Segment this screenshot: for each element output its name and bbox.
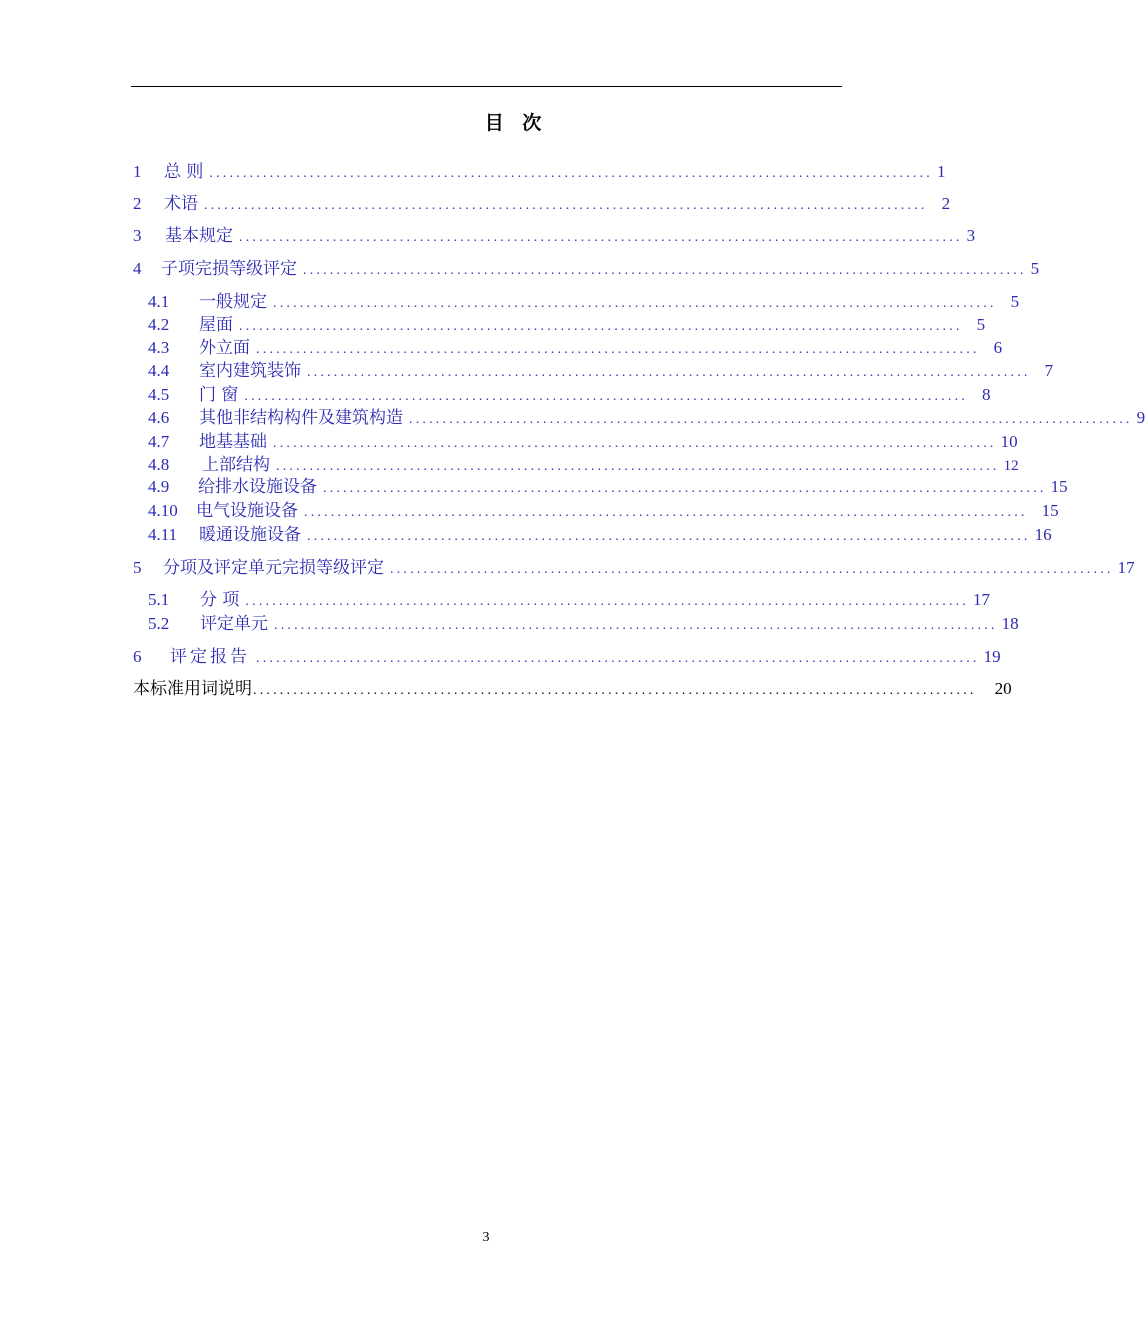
- toc-entry-page: 9: [1136, 408, 1145, 427]
- toc-leader-dots: ............................................................................................................: [239, 230, 963, 245]
- toc-entry-page: 18: [1001, 614, 1019, 633]
- toc-entry-label: 给排水设施设备: [198, 477, 317, 497]
- toc-entry-2[interactable]: [133, 189, 951, 214]
- toc-entry-label: 分 项: [200, 590, 240, 610]
- toc-entry-4-6[interactable]: [148, 403, 1145, 428]
- toc-entry-label: 总 则: [164, 162, 204, 182]
- toc-entry-page: 15: [1050, 477, 1068, 496]
- toc-entry-number: 4.1: [148, 292, 170, 311]
- toc-entry-number: 4.6: [148, 408, 170, 427]
- toc-entry-number: 4.9: [148, 477, 170, 496]
- toc-entry-label: 屋面: [199, 315, 233, 335]
- toc-entry-number: 5.1: [148, 590, 170, 609]
- toc-entry-3[interactable]: [133, 221, 976, 246]
- toc-entry-label: 本标准用词说明: [133, 679, 252, 699]
- toc-leader-dots: ............................................................................................................: [273, 436, 997, 451]
- toc-entry-label: 地基基础: [199, 432, 267, 452]
- toc-entry-page: 17: [973, 590, 991, 609]
- toc-entry-6[interactable]: [133, 642, 1001, 667]
- toc-entry-4-2[interactable]: [148, 310, 986, 335]
- toc-entry-page: 8: [982, 385, 991, 404]
- toc-entry-number: 4.4: [148, 361, 170, 380]
- toc-entry-page: 20: [994, 679, 1012, 698]
- toc-entry-4-11[interactable]: [148, 520, 1052, 545]
- toc-entry-number: 3: [133, 226, 142, 245]
- toc-leader-dots: ............................................................................................................: [273, 296, 997, 311]
- toc-entry-page: 6: [993, 338, 1003, 357]
- toc-entry-page: 3: [966, 226, 976, 245]
- toc-entry-page: 2: [941, 194, 951, 213]
- toc-leader-dots: ............................................................................................................: [274, 618, 998, 633]
- toc-leader-dots: ............................................................................................................: [307, 529, 1031, 544]
- toc-entry-number: 4.7: [148, 432, 170, 451]
- toc-entry-number: 5.2: [148, 614, 170, 633]
- toc-entry-4-10[interactable]: [148, 496, 1059, 521]
- toc-leader-dots: ............................................................................................................: [256, 651, 980, 666]
- toc-entry-page: 15: [1041, 501, 1059, 520]
- toc-entry-5-2[interactable]: [148, 609, 1019, 634]
- toc-leader-dots: ............................................................................................................: [244, 389, 969, 404]
- toc-title: 目 次: [484, 112, 548, 134]
- toc-entry-page: 5: [976, 315, 986, 334]
- page-number: 3: [482, 1230, 490, 1245]
- toc-entry-4-5[interactable]: [148, 380, 991, 405]
- toc-entry-page: 16: [1034, 525, 1052, 544]
- toc-entry-label: 室内建筑装饰: [199, 361, 301, 381]
- toc-entry-label: 分项及评定单元完损等级评定: [163, 558, 384, 578]
- toc-entry-label: 术语: [164, 194, 198, 214]
- toc-entry-4[interactable]: [133, 254, 1040, 279]
- toc-entry-number: 4.11: [148, 525, 178, 544]
- toc-entry-number: 1: [133, 162, 142, 181]
- toc-entry-page: 5: [1030, 259, 1040, 278]
- toc-leader-dots: ............................................................................................................: [303, 263, 1027, 278]
- toc-entry-page: 5: [1010, 292, 1020, 311]
- toc-entry-label: 一般规定: [199, 292, 267, 312]
- toc-entry-4-7[interactable]: [148, 427, 1018, 452]
- toc-entry-4-3[interactable]: [148, 333, 1003, 358]
- toc-entry-page: 12: [1003, 458, 1019, 474]
- toc-entry-number: 2: [133, 194, 142, 213]
- toc-entry-4-9[interactable]: [148, 472, 1068, 497]
- toc-entry-label: 暖通设施设备: [199, 525, 301, 545]
- toc-leader-dots: ............................................................................................................: [276, 459, 1000, 474]
- header-rule: [131, 86, 842, 87]
- toc-entry-label: 外立面: [199, 338, 250, 358]
- toc-entry-page: 19: [983, 647, 1001, 666]
- toc-leader-dots: ............................................................................................................: [204, 198, 928, 213]
- toc-leader-dots: ............................................................................................................: [245, 594, 970, 609]
- toc-entry-number: 6: [133, 647, 142, 666]
- toc-leader-dots: ............................................................................................................: [390, 562, 1114, 577]
- toc-entry-label: 子项完损等级评定: [161, 259, 297, 279]
- toc-entry-4-1[interactable]: [148, 287, 1020, 312]
- toc-entry-page: 10: [1000, 432, 1018, 451]
- toc-entry-label: 评定单元: [200, 614, 268, 634]
- toc-entry-label: 门 窗: [199, 385, 239, 405]
- toc-entry-4-4[interactable]: [148, 356, 1054, 381]
- toc-entry-label: 其他非结构构件及建筑构造: [199, 408, 403, 428]
- toc-entry-number: 4.5: [148, 385, 170, 404]
- toc-entry-page: 1: [937, 162, 946, 181]
- toc-entry-number: 4.3: [148, 338, 170, 357]
- toc-leader-dots: ............................................................................................................: [307, 365, 1031, 380]
- toc-entry-label: 评定报告: [170, 647, 250, 667]
- toc-entry-label: 电气设施设备: [196, 501, 298, 521]
- toc-entry-appendix[interactable]: [133, 674, 1012, 699]
- toc-leader-dots: ............................................................................................................: [409, 412, 1133, 427]
- toc-entry-5-1[interactable]: [148, 585, 991, 610]
- toc-entry-number: 4.8: [148, 455, 170, 474]
- toc-leader-dots: ............................................................................................................: [209, 166, 934, 181]
- toc-leader-dots: ............................................................................................................: [304, 505, 1028, 520]
- toc-entry-5[interactable]: [133, 553, 1135, 578]
- toc-leader-dots: ............................................................................................................: [253, 683, 977, 698]
- toc-entry-number: 5: [133, 558, 142, 577]
- toc-entry-page: 7: [1044, 361, 1054, 380]
- toc-entry-label: 基本规定: [165, 226, 233, 246]
- toc-entry-number: 4.10: [148, 501, 178, 520]
- toc-entry-number: 4: [133, 259, 142, 278]
- toc-leader-dots: ............................................................................................................: [323, 481, 1047, 496]
- toc-entry-label: 上部结构: [202, 455, 270, 475]
- toc-leader-dots: ............................................................................................................: [256, 342, 980, 357]
- toc-entry-1[interactable]: [133, 157, 946, 182]
- toc-entry-number: 4.2: [148, 315, 170, 334]
- toc-leader-dots: ............................................................................................................: [239, 319, 963, 334]
- toc-entry-4-8[interactable]: [148, 450, 1019, 475]
- toc-entry-page: 17: [1117, 558, 1135, 577]
